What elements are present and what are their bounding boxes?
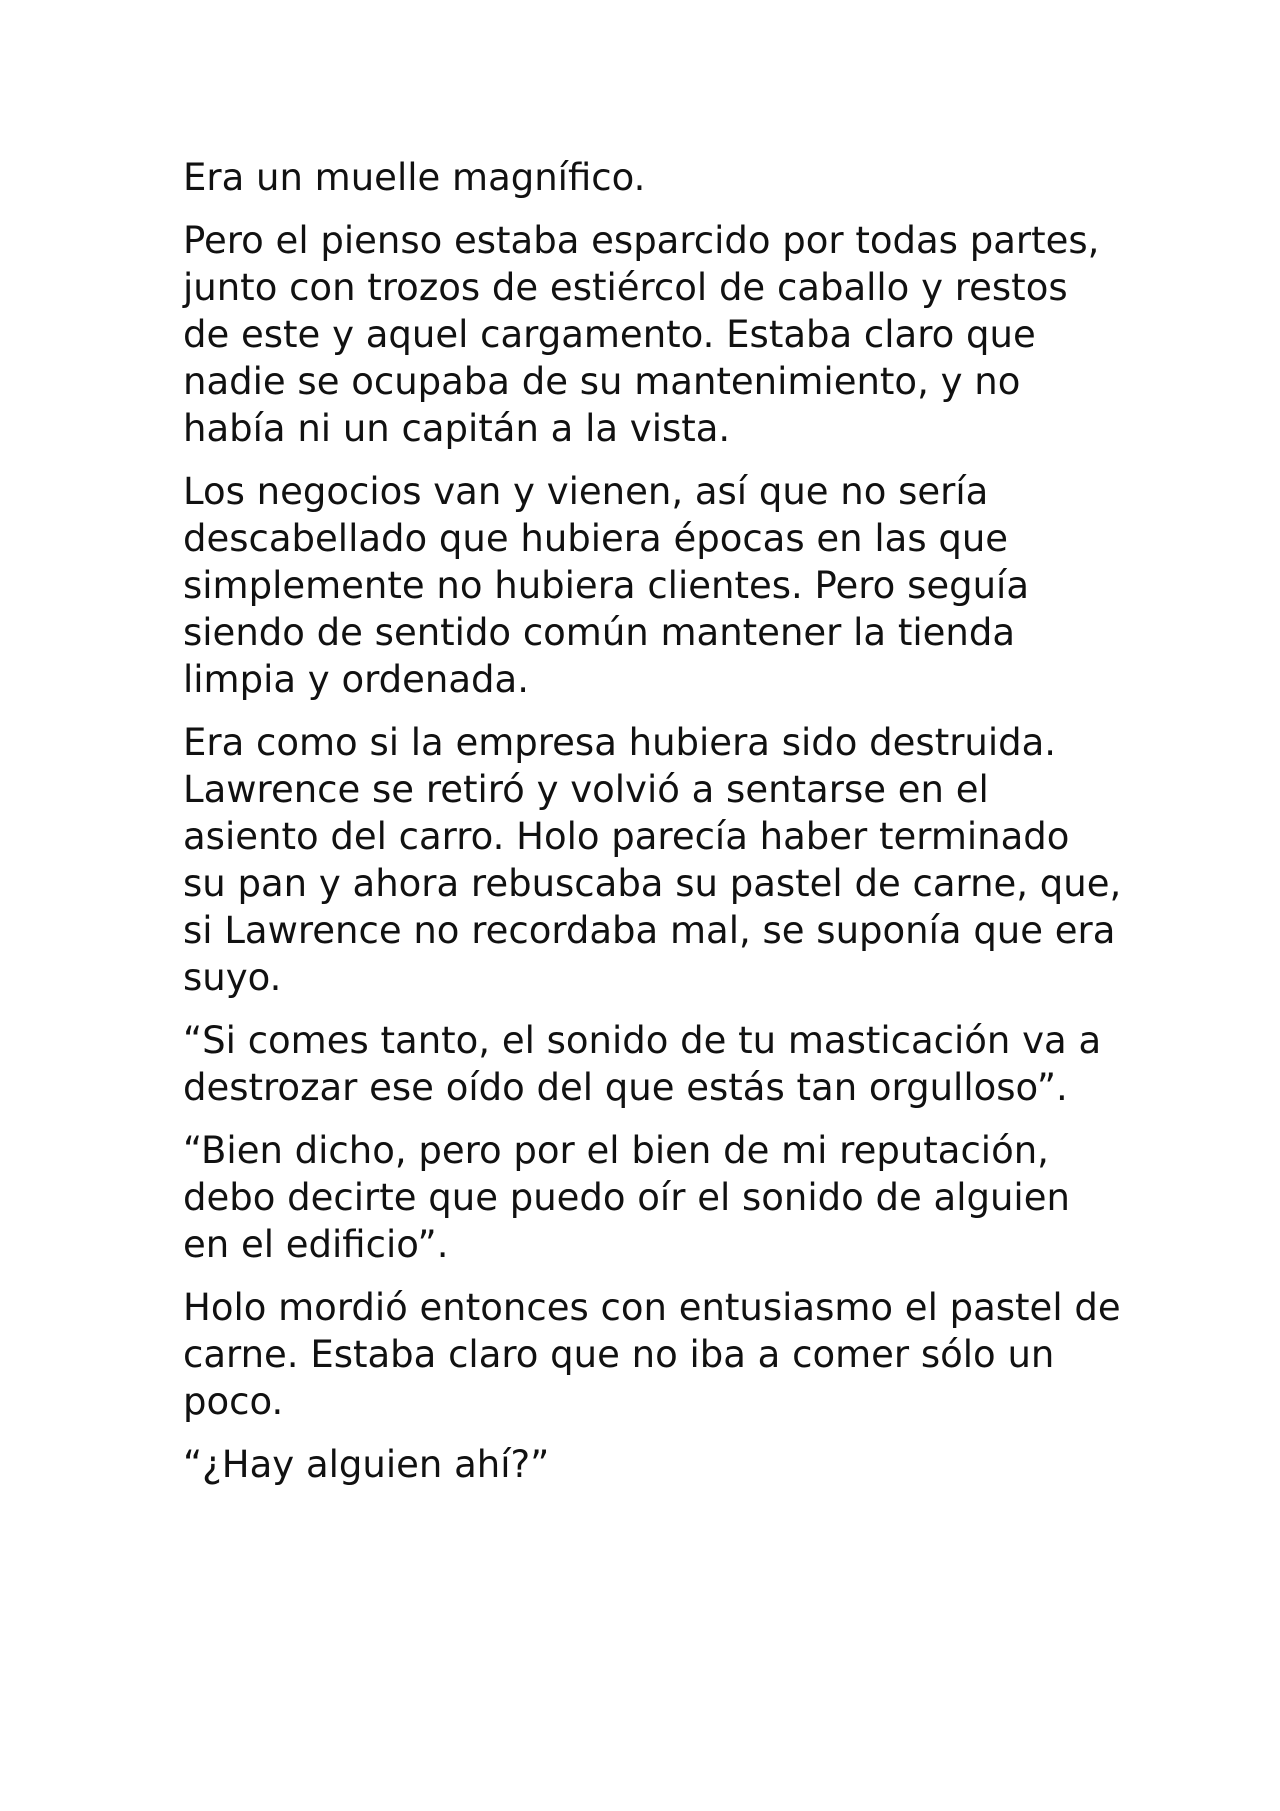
paragraph-3: Los negocios van y vienen, así que no sería descabellado que hubiera épocas en las que simplemente no hubiera clientes. Pero seguía siendo de sentido común mantener la tienda limpia y ordenada. — [183, 470, 1030, 701]
paragraph-8: “¿Hay alguien ahí?” — [183, 1443, 550, 1486]
paragraph-2: Pero el pienso estaba esparcido por todas partes, junto con trozos de estiércol de caballo y restos de este y aquel cargamento. Estaba claro que nadie se ocupaba de su mantenimiento, y no había ni un capitán a la vista. — [183, 219, 1100, 450]
paragraph-4: Era como si la empresa hubiera sido destruida. Lawrence se retiró y volvió a sentarse en el asiento del carro. Holo parecía haber terminado su pan y ahora rebuscaba su pastel de carne, que, si Lawrence no recordaba mal, se suponía que era suyo. — [183, 721, 1122, 999]
paragraph-6: “Bien dicho, pero por el bien de mi reputación, debo decirte que puedo oír el sonido de alguien en el edificio”. — [183, 1129, 1070, 1266]
paragraph-7: Holo mordió entonces con entusiasmo el pastel de carne. Estaba claro que no iba a comer sólo un poco. — [183, 1286, 1121, 1423]
paragraph-1: Era un muelle magnífico. — [183, 156, 646, 199]
paragraph-5: “Si comes tanto, el sonido de tu masticación va a destrozar ese oído del que estás tan orgulloso”. — [183, 1019, 1102, 1109]
document-page — [183, 154, 1123, 1504]
